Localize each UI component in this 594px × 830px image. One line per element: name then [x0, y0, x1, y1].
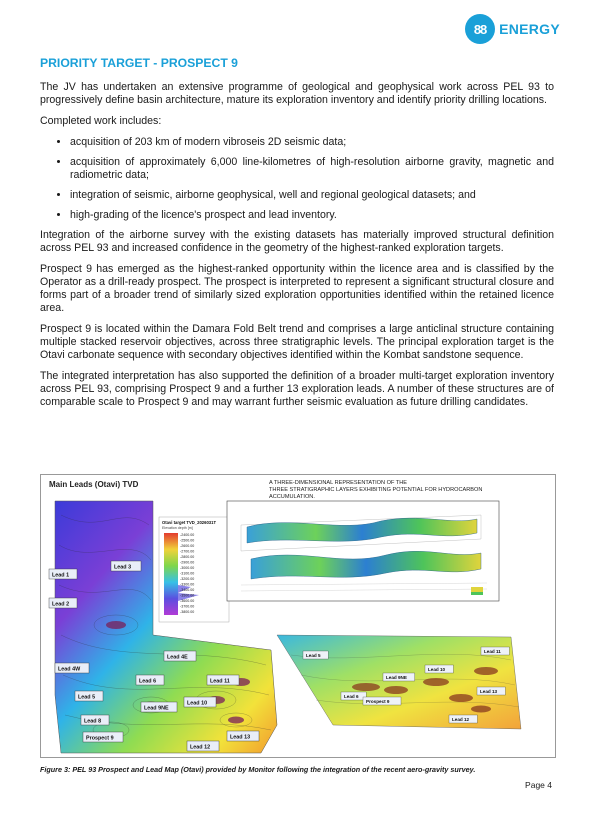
legend-subtitle: Elevation depth [m]: [162, 526, 193, 530]
paragraph-prospect-location: Prospect 9 is located within the Damara Fold Belt trend and comprises a large anticlinal structure containing multiple stacked reservoir objectives, across three stratigraphic levels. The principal exploration target is the Otavi carbonate sequence with secondary objectives identified within the Kombat sandstone sequence.: [40, 323, 554, 361]
lead-label: Lead 11: [210, 678, 230, 685]
depth-legend: [159, 517, 229, 622]
lead-label: Lead 5: [78, 694, 96, 701]
lead-label: Lead 12: [190, 744, 211, 751]
prospect-lead-map-figure: [40, 474, 556, 758]
paragraph-prospect-ranking: Prospect 9 has emerged as the highest-ranked opportunity within the licence area and is classified by the Operator as a drill-ready prospect. The prospect is interpreted to represent a significant structural closure and forms part of a broader trend of similarly sized exploration opportunities identified within the retained licence area.: [40, 263, 554, 314]
page-number: Page 4: [525, 780, 552, 790]
list-item: • acquisition of approximately 6,000 line-kilometres of high-resolution airborne gravity, magnetic and radiometric data;: [70, 156, 554, 182]
lead-label: Lead 6: [344, 694, 359, 699]
lead-label: Lead 9NE: [144, 705, 169, 712]
legend-tick-label: -2700.00: [180, 549, 195, 554]
figure-caption: Figure 3: PEL 93 Prospect and Lead Map (Otavi) provided by Monitor following the integration of the recent aero-gravity survey.: [40, 765, 476, 774]
list-item: • high-grading of the licence's prospect and lead inventory.: [70, 209, 554, 222]
lead-label: Prospect 9: [366, 699, 390, 704]
lead-label: Lead 1: [52, 572, 70, 579]
lead-label: Lead 12: [452, 717, 470, 722]
legend-tick-label: -3000.00: [180, 566, 195, 570]
legend-title: Otavi target TVD_2026031T: [162, 520, 216, 525]
legend-tick-label: -3600.00: [180, 599, 195, 603]
lead-label: Lead 2: [52, 601, 70, 608]
completed-work-list: [40, 136, 554, 222]
lead-label: Lead 10: [428, 667, 446, 672]
paragraph-integration: Integration of the airborne survey with the existing datasets has materially improved structural definition across PEL 93 and increased confidence in the geometry of the highest-ranked exploration targets.: [40, 229, 554, 254]
legend-tick-label: -3200.00: [180, 577, 195, 581]
legend-tick-label: -3100.00: [180, 571, 195, 576]
paragraph-intro: The JV has undertaken an extensive programme of geological and geophysical work across PEL 93 to progressively define basin architecture, mature its exploration inventory and identify priority drilling locations.: [40, 81, 554, 106]
lead-label: Lead 5: [306, 653, 321, 658]
map-graphic: [41, 475, 555, 757]
section-title: PRIORITY TARGET - PROSPECT 9: [40, 56, 238, 70]
paragraph-completed-work: Completed work includes:: [40, 115, 162, 127]
lead-label: Lead 13: [480, 689, 498, 694]
legend-tick-label: -2800.00: [180, 555, 195, 559]
legend-tick-label: -3700.00: [180, 604, 195, 609]
stratigraphic-3d-view: [227, 501, 499, 601]
legend-tick-label: -3400.00: [180, 588, 195, 592]
legend-tick-label: -2500.00: [180, 538, 195, 543]
lead-label: Lead 4W: [58, 666, 81, 673]
logo-mark: 88: [465, 14, 495, 44]
legend-colorbar: [164, 533, 178, 615]
legend-tick-label: -2900.00: [180, 560, 195, 565]
company-logo: [465, 14, 560, 44]
lead-label: Lead 4E: [167, 654, 188, 661]
legend-tick-label: -3500.00: [180, 593, 195, 598]
legend-tick-label: -2400.00: [180, 533, 195, 537]
list-item: • integration of seismic, airborne geophysical, well and regional geological datasets; and: [70, 189, 554, 202]
lead-label: Lead 13: [230, 734, 251, 741]
lead-label: Lead 8: [84, 718, 102, 725]
lead-label: Prospect 9: [86, 735, 114, 742]
lead-label: Lead 3: [114, 564, 132, 571]
lead-label: Lead 10: [187, 700, 208, 707]
list-item: • acquisition of 203 km of modern vibroseis 2D seismic data;: [70, 136, 554, 149]
legend-tick-label: -3800.00: [180, 610, 195, 614]
panel-title-3d: A THREE-DIMENSIONAL REPRESENTATION OF THE THREE STRATIGRAPHIC LAYERS EXHIBITING POTENTIAL FOR HYDROCARBON ACCUMULATION.: [269, 480, 483, 500]
lead-label: Lead 11: [484, 649, 501, 654]
legend-tick-label: -2600.00: [180, 544, 195, 548]
paragraph-inventory: The integrated interpretation has also supported the definition of a broader multi-target exploration inventory across PEL 93, comprising Prospect 9 and a further 13 exploration leads. A number of these structures are of comparable scale to Prospect 9 and may warrant further seismic evaluation as future drilling candidates.: [40, 370, 554, 408]
logo-wordmark: ENERGY: [499, 21, 560, 37]
lead-label: Lead 9NE: [386, 675, 407, 680]
perspective-lead-map: [277, 635, 521, 729]
legend-ticks: [180, 533, 194, 614]
legend-tick-label: -3300.00: [180, 582, 195, 587]
document-body: [40, 56, 554, 417]
lead-label: Lead 6: [139, 678, 157, 685]
map-title: Main Leads (Otavi) TVD: [49, 480, 139, 489]
